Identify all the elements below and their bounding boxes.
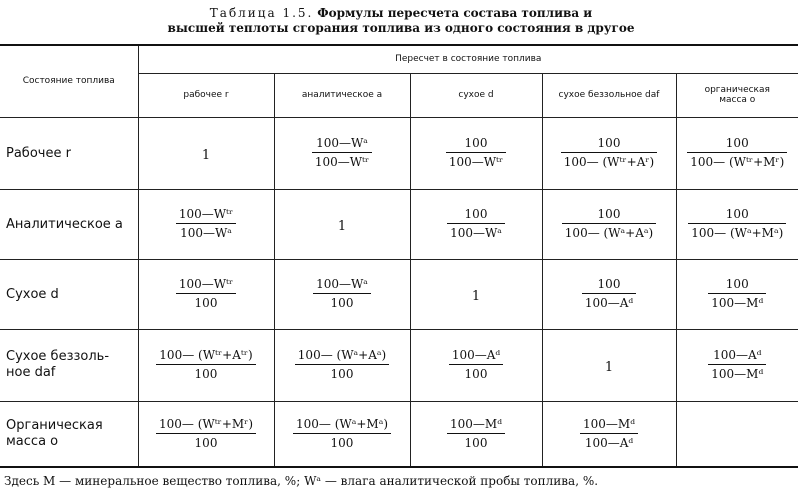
formula-cell <box>138 259 274 329</box>
denominator: 100—Aᵈ <box>584 296 634 310</box>
row-label-line-1: Органическая <box>6 417 103 433</box>
title-line-2 <box>0 21 802 36</box>
fraction <box>580 417 638 451</box>
numerator: 100 <box>687 136 787 153</box>
formula-cell <box>542 117 676 189</box>
denominator: 100— (Wᵗʳ+Mʳ) <box>690 155 785 169</box>
denominator: 100 <box>330 296 354 310</box>
row-label: Сухое d <box>0 259 138 329</box>
cell-one <box>138 117 274 189</box>
denominator: 100—Wᵃ <box>450 226 502 240</box>
denominator: 100—Wᵃ <box>180 226 232 240</box>
formula-cell <box>138 189 274 259</box>
cell-one <box>542 329 676 401</box>
denominator: 100 <box>194 296 218 310</box>
fraction <box>687 136 787 170</box>
denominator: 100— (Wᵗʳ+Aʳ) <box>563 155 655 169</box>
numerator: 100—Mᵈ <box>580 417 638 434</box>
fraction <box>447 207 505 241</box>
numerator: 100—Aᵈ <box>708 348 766 365</box>
numerator: 100—Wᵃ <box>312 136 372 153</box>
numerator: 100 <box>708 277 766 294</box>
numerator: 100 <box>582 277 636 294</box>
cell-one <box>410 259 542 329</box>
formula-cell <box>274 259 410 329</box>
fraction <box>156 417 256 451</box>
denominator: 100— (Wᵃ+Aᵃ) <box>564 226 654 240</box>
formula-cell <box>138 401 274 467</box>
table-title <box>0 6 802 36</box>
denominator: 100 <box>464 367 488 381</box>
fraction <box>708 277 766 311</box>
fraction <box>582 277 636 311</box>
formula-cell <box>410 401 542 467</box>
fraction <box>293 417 391 451</box>
fraction <box>688 207 786 241</box>
numerator: 100 <box>562 207 656 224</box>
denominator: 100 <box>330 367 354 381</box>
fraction <box>295 348 389 382</box>
formula-cell <box>676 329 798 401</box>
col-header-r <box>138 73 274 117</box>
table-row <box>0 259 798 329</box>
footnote: Здесь M — минеральное вещество топлива, %; Wᵃ — влага аналитической пробы топлива, %. <box>4 474 599 488</box>
fraction <box>176 277 236 311</box>
formula-cell <box>676 189 798 259</box>
col-header-daf <box>542 73 676 117</box>
cell-value: 1 <box>471 288 481 304</box>
numerator: 100 <box>446 136 506 153</box>
fraction <box>447 417 505 451</box>
denominator: 100 <box>194 435 218 450</box>
row-label <box>0 329 138 401</box>
conversion-table <box>0 44 798 468</box>
numerator: 100—Aᵈ <box>449 348 503 365</box>
formula-cell <box>138 329 274 401</box>
cell-one <box>274 189 410 259</box>
fraction <box>446 136 506 170</box>
fraction <box>156 348 255 382</box>
cell-value: 1 <box>201 147 211 163</box>
fraction <box>708 348 766 382</box>
formula-cell <box>542 189 676 259</box>
table-row <box>0 117 798 189</box>
row-label-line-2: ное daf <box>6 365 56 380</box>
numerator: 100— (Wᵗʳ+Aᵗʳ) <box>156 348 255 365</box>
empty-cell <box>676 401 798 467</box>
numerator: 100 <box>447 207 505 224</box>
table-row <box>0 329 798 401</box>
fraction <box>449 348 503 382</box>
fraction <box>313 277 371 311</box>
numerator: 100—Mᵈ <box>447 417 505 434</box>
numerator: 100 <box>561 136 657 153</box>
numerator: 100— (Wᵗʳ+Mʳ) <box>156 417 256 434</box>
title-text-2: высшей теплоты сгорания топлива из одного состояния в другое <box>167 21 635 35</box>
col-header-daf-text: сухое беззольное daf <box>558 90 660 100</box>
formula-cell <box>410 189 542 259</box>
numerator: 100—Wᵗʳ <box>176 207 236 224</box>
row-label-line-1: Сухое беззоль- <box>6 349 110 364</box>
numerator: 100 <box>688 207 786 224</box>
col-header-r-text: рабочее r <box>183 90 229 100</box>
col-header-d-text: сухое d <box>458 90 494 100</box>
denominator: 100—Mᵈ <box>711 296 764 310</box>
formula-cell <box>542 401 676 467</box>
fraction <box>562 207 656 241</box>
formula-cell <box>274 401 410 467</box>
numerator: 100—Wᵗʳ <box>176 277 236 294</box>
title-prefix: Таблица 1.5. <box>209 6 314 20</box>
denominator: 100—Wᵗʳ <box>448 155 504 169</box>
formula-cell <box>542 259 676 329</box>
numerator: 100— (Wᵃ+Mᵃ) <box>293 417 391 434</box>
row-label-line-2: масса o <box>6 433 59 449</box>
col-header-d <box>410 73 542 117</box>
formula-cell <box>676 117 798 189</box>
row-label: Рабочее r <box>0 117 138 189</box>
cell-value: 1 <box>337 218 347 234</box>
formula-cell <box>274 329 410 401</box>
formula-cell <box>410 329 542 401</box>
col-header-o-text: органическая масса o <box>704 85 770 105</box>
denominator: 100 <box>194 367 218 381</box>
table-row <box>0 401 798 467</box>
numerator: 100— (Wᵃ+Aᵃ) <box>295 348 389 365</box>
numerator: 100—Wᵃ <box>313 277 371 294</box>
denominator: 100— (Wᵃ+Mᵃ) <box>691 226 784 240</box>
col-header-o <box>676 73 798 117</box>
formula-cell <box>274 117 410 189</box>
denominator: 100—Mᵈ <box>711 367 764 381</box>
group-header-cell: Пересчет в состояние топлива <box>138 45 798 73</box>
fraction <box>176 207 236 241</box>
denominator: 100 <box>330 435 354 450</box>
formula-cell <box>410 117 542 189</box>
cell-value: 1 <box>604 359 614 375</box>
title-text-1: Формулы пересчета состава топлива и <box>317 6 593 20</box>
denominator: 100—Wᵗʳ <box>314 155 370 169</box>
row-header-cell: Состояние топлива <box>0 45 138 117</box>
row-label: Аналитическое a <box>0 189 138 259</box>
formula-cell <box>676 259 798 329</box>
denominator: 100—Aᵈ <box>584 435 634 450</box>
fraction <box>561 136 657 170</box>
row-label <box>0 401 138 467</box>
title-line-1 <box>0 6 802 21</box>
col-header-a <box>274 73 410 117</box>
col-header-a-text: аналитическое a <box>301 90 383 100</box>
denominator: 100 <box>464 435 488 450</box>
table-row <box>0 189 798 259</box>
fraction <box>312 136 372 170</box>
